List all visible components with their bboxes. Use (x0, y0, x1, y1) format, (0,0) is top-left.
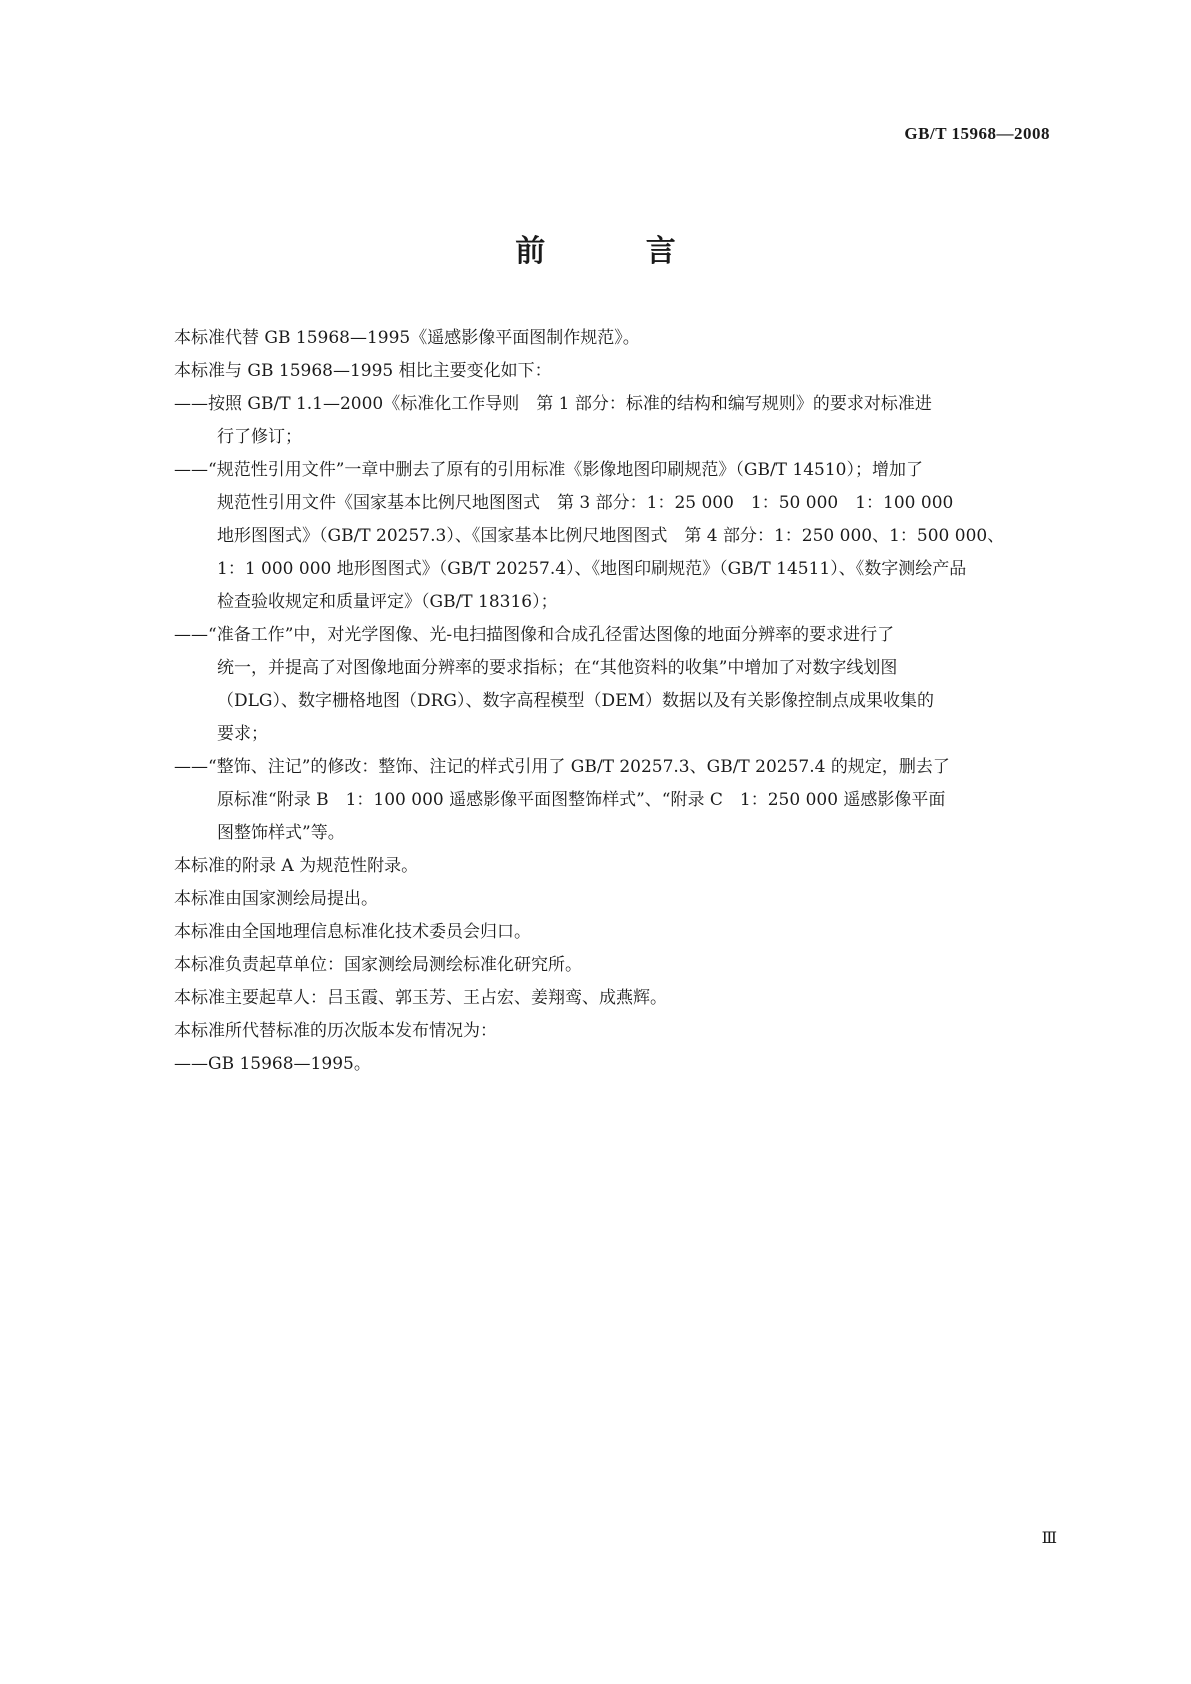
change-line: 检查验收规定和质量评定》（GB/T 18316）； (217, 592, 558, 612)
change-line: ——“规范性引用文件”一章中删去了原有的引用标准《影像地图印刷规范》（GB/T 14510）；增加了 (174, 460, 924, 480)
change-line: 规范性引用文件《国家基本比例尺地图图式 第 3 部分：1：25 000 1：50 000 1：100 000 (217, 493, 954, 513)
change-line: 要求； (217, 724, 268, 744)
change-line: ——“整饰、注记”的修改：整饰、注记的样式引用了 GB/T 20257.3、GB/T 20257.4 的规定，删去了 (174, 757, 950, 777)
change-item-2 (174, 454, 1054, 619)
standard-code: GB/T 15968—2008 (904, 124, 1050, 143)
paragraph-changes-intro: 本标准与 GB 15968—1995 相比主要变化如下： (174, 361, 552, 381)
paragraph-drafters: 本标准主要起草人：吕玉霞、郭玉芳、王占宏、姜翔鸾、成燕辉。 (174, 988, 667, 1008)
paragraph-under-jurisdiction: 本标准由全国地理信息标准化技术委员会归口。 (174, 922, 531, 942)
change-line: 图整饰样式”等。 (217, 823, 345, 843)
paragraph-drafting-unit: 本标准负责起草单位：国家测绘局测绘标准化研究所。 (174, 955, 582, 975)
foreword-body (174, 322, 1054, 1081)
change-line: （DLG）、数字栅格地图（DRG）、数字高程模型（DEM）数据以及有关影像控制点成果收集的 (217, 691, 934, 711)
change-line: ——按照 GB/T 1.1—2000《标准化工作导则 第 1 部分：标准的结构和编写规则》的要求对标准进 (174, 394, 932, 414)
change-line: 行了修订； (217, 427, 302, 447)
paragraph-proposed-by: 本标准由国家测绘局提出。 (174, 889, 378, 909)
page-number: Ⅲ (1041, 1530, 1057, 1547)
change-item-1 (174, 388, 1054, 454)
change-line: ——“准备工作”中，对光学图像、光-电扫描图像和合成孔径雷达图像的地面分辨率的要求进行了 (174, 625, 895, 645)
page-title: 前 言 (515, 234, 721, 269)
previous-version-item: ——GB 15968—1995。 (174, 1054, 371, 1074)
paragraph-replaces: 本标准代替 GB 15968—1995《遥感影像平面图制作规范》。 (174, 328, 640, 348)
change-line: 1：1 000 000 地形图图式》（GB/T 20257.4）、《地图印刷规范》（GB/T 14511）、《数字测绘产品 (217, 559, 967, 579)
paragraph-previous-editions: 本标准所代替标准的历次版本发布情况为： (174, 1021, 497, 1041)
change-item-3 (174, 619, 1054, 751)
change-line: 原标准“附录 B 1：100 000 遥感影像平面图整饰样式”、“附录 C 1：250 000 遥感影像平面 (217, 790, 946, 810)
change-item-4 (174, 751, 1054, 850)
paragraph-annex: 本标准的附录 A 为规范性附录。 (174, 856, 419, 876)
change-line: 地形图图式》（GB/T 20257.3）、《国家基本比例尺地图图式 第 4 部分：1：250 000、1：500 000、 (217, 526, 1005, 546)
change-line: 统一，并提高了对图像地面分辨率的要求指标；在“其他资料的收集”中增加了对数字线划图 (217, 658, 898, 678)
